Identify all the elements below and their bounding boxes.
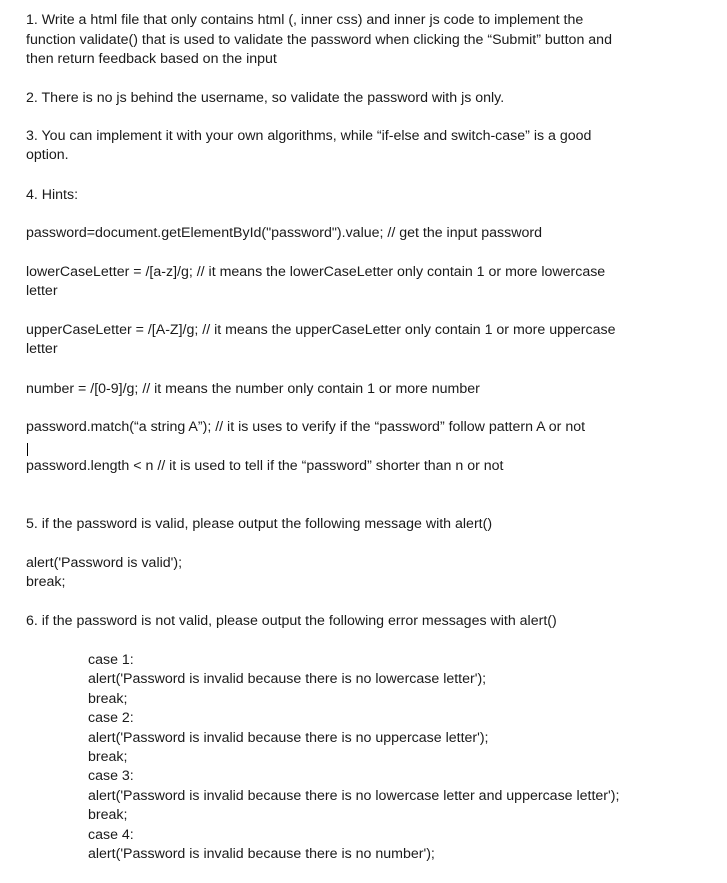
paragraph-4-heading: 4. Hints:: [26, 187, 79, 203]
text-cursor: [27, 443, 28, 456]
case-line: break;: [88, 749, 128, 765]
valid-break-line: break;: [26, 574, 66, 590]
case-line: alert('Password is invalid because there is no uppercase letter');: [88, 730, 489, 746]
case-line: break;: [88, 807, 128, 823]
hint-uppercase-line-1: upperCaseLetter = /[A-Z]/g; // it means the upperCaseLetter only contain 1 or more uppercase: [26, 322, 616, 338]
paragraph-2: 2. There is no js behind the username, so validate the password with js only.: [26, 90, 505, 106]
hint-password: password=document.getElementById("password").value; // get the input password: [26, 225, 542, 241]
case-line: case 4:: [88, 827, 134, 843]
hint-lowercase-line-2: letter: [26, 283, 58, 299]
paragraph-6: 6. if the password is not valid, please output the following error messages with alert(): [26, 613, 557, 629]
valid-alert-line: alert('Password is valid');: [26, 555, 183, 571]
hint-match: password.match(“a string A”); // it is uses to verify if the “password” follow pattern A or not: [26, 419, 586, 435]
case-line: break;: [88, 691, 128, 707]
paragraph-1-line-1: 1. Write a html file that only contains html (, inner css) and inner js code to implement the: [26, 12, 584, 28]
case-line: alert('Password is invalid because there is no lowercase letter');: [88, 671, 487, 687]
paragraph-1-line-2: function validate() that is used to validate the password when clicking the “Submit” button and: [26, 32, 612, 48]
case-line: case 3:: [88, 768, 134, 784]
hint-lowercase-line-1: lowerCaseLetter = /[a-z]/g; // it means the lowerCaseLetter only contain 1 or more lowercase: [26, 264, 606, 280]
paragraph-3-line-2: option.: [26, 147, 69, 163]
paragraph-5: 5. if the password is valid, please output the following message with alert(): [26, 516, 493, 532]
hint-uppercase-line-2: letter: [26, 341, 58, 357]
hint-length: password.length < n // it is used to tell if the “password” shorter than n or not: [26, 458, 504, 474]
hint-number: number = /[0-9]/g; // it means the number only contain 1 or more number: [26, 381, 480, 397]
paragraph-3-line-1: 3. You can implement it with your own algorithms, while “if-else and switch-case” is a good: [26, 128, 592, 144]
case-line: alert('Password is invalid because there is no number');: [88, 846, 435, 862]
paragraph-1-line-3: then return feedback based on the input: [26, 51, 277, 67]
case-line: case 1:: [88, 652, 134, 668]
case-line: case 2:: [88, 710, 134, 726]
case-line: alert('Password is invalid because there is no lowercase letter and uppercase letter');: [88, 788, 620, 804]
